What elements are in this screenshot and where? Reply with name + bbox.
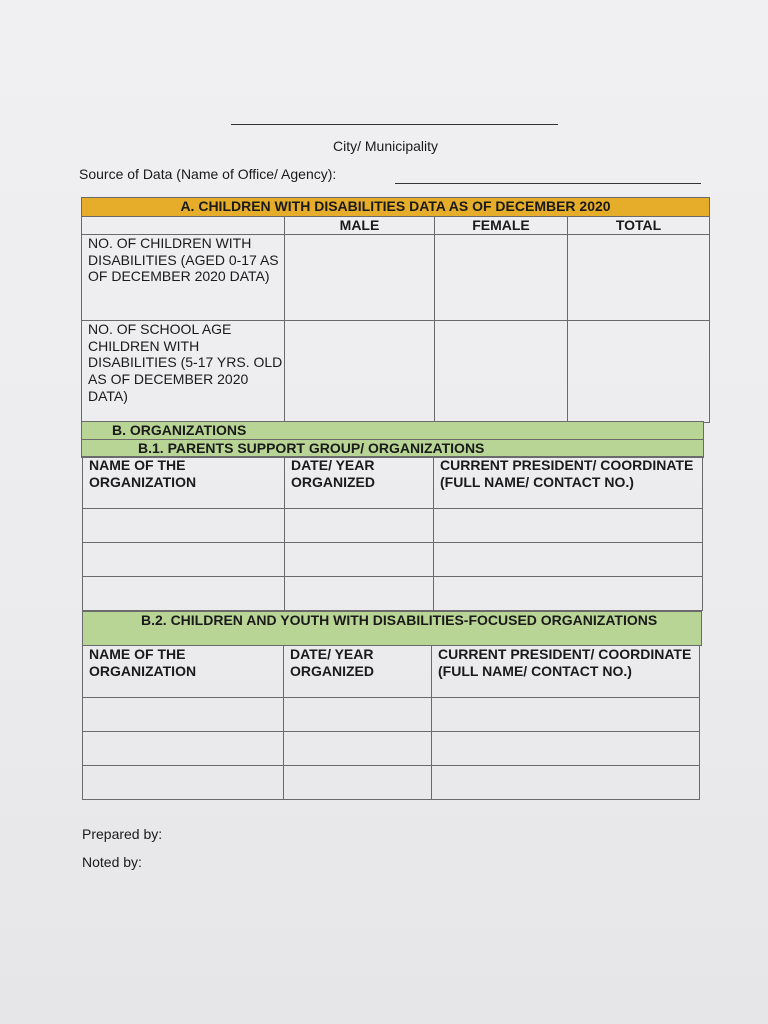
b1-row2-president[interactable] [434,543,703,577]
b2-row3-president[interactable] [432,766,700,800]
b1-row3-date[interactable] [285,577,434,611]
b1-name-header: NAME OF THE ORGANIZATION [83,457,285,509]
b2-president-header: CURRENT PRESIDENT/ COORDINATE (FULL NAME/ CONTACT NO.) [432,646,700,698]
b2-date-header: DATE/ YEAR ORGANIZED [284,646,432,698]
male-column-header: MALE [285,217,435,235]
b1-row1-date[interactable] [285,509,434,543]
b2-row3-date[interactable] [284,766,432,800]
section-b1-title: B.1. PARENTS SUPPORT GROUP/ ORGANIZATIONS [82,439,704,457]
b1-table [82,456,703,611]
cell-total-5-17[interactable] [568,320,710,422]
b1-row3-president[interactable] [434,577,703,611]
source-of-data-label: Source of Data (Name of Office/ Agency): [79,166,337,182]
b2-row2-name[interactable] [83,732,284,766]
b2-row1-president[interactable] [432,698,700,732]
city-blank-line[interactable] [231,124,558,125]
b1-row1-president[interactable] [434,509,703,543]
b1-row2-date[interactable] [285,543,434,577]
b2-row1-name[interactable] [83,698,284,732]
blank-header-cell [82,217,285,235]
b2-row2-president[interactable] [432,732,700,766]
prepared-by-label: Prepared by: [82,826,163,842]
b2-name-header: NAME OF THE ORGANIZATION [83,646,284,698]
total-column-header: TOTAL [568,217,710,235]
b2-row3-name[interactable] [83,766,284,800]
b2-row1-date[interactable] [284,698,432,732]
row-label-school-age-5-17: NO. OF SCHOOL AGE CHILDREN WITH DISABILITIES (5-17 YRS. OLD AS OF DECEMBER 2020 DATA) [82,320,285,422]
cell-female-0-17[interactable] [435,234,568,320]
section-a-title: A. CHILDREN WITH DISABILITIES DATA AS OF DECEMBER 2020 [82,198,710,217]
b2-header [82,611,702,646]
section-b-header [81,421,704,458]
b2-row2-date[interactable] [284,732,432,766]
b1-row3-name[interactable] [83,577,285,611]
section-b2-title: B.2. CHILDREN AND YOUTH WITH DISABILITIES-FOCUSED ORGANIZATIONS [83,612,702,646]
cell-female-5-17[interactable] [435,320,568,422]
source-of-data-blank-line[interactable] [395,183,701,184]
section-b-title: B. ORGANIZATIONS [82,422,704,440]
cell-total-0-17[interactable] [568,234,710,320]
row-label-children-0-17: NO. OF CHILDREN WITH DISABILITIES (AGED 0-17 AS OF DECEMBER 2020 DATA) [82,234,285,320]
b1-president-header: CURRENT PRESIDENT/ COORDINATE (FULL NAME/ CONTACT NO.) [434,457,703,509]
b1-date-header: DATE/ YEAR ORGANIZED [285,457,434,509]
b2-table [82,645,700,800]
cell-male-0-17[interactable] [285,234,435,320]
city-municipality-label: City/ Municipality [333,138,439,154]
cell-male-5-17[interactable] [285,320,435,422]
section-a-table [81,197,710,423]
b1-row1-name[interactable] [83,509,285,543]
female-column-header: FEMALE [435,217,568,235]
noted-by-label: Noted by: [82,854,142,870]
b1-row2-name[interactable] [83,543,285,577]
